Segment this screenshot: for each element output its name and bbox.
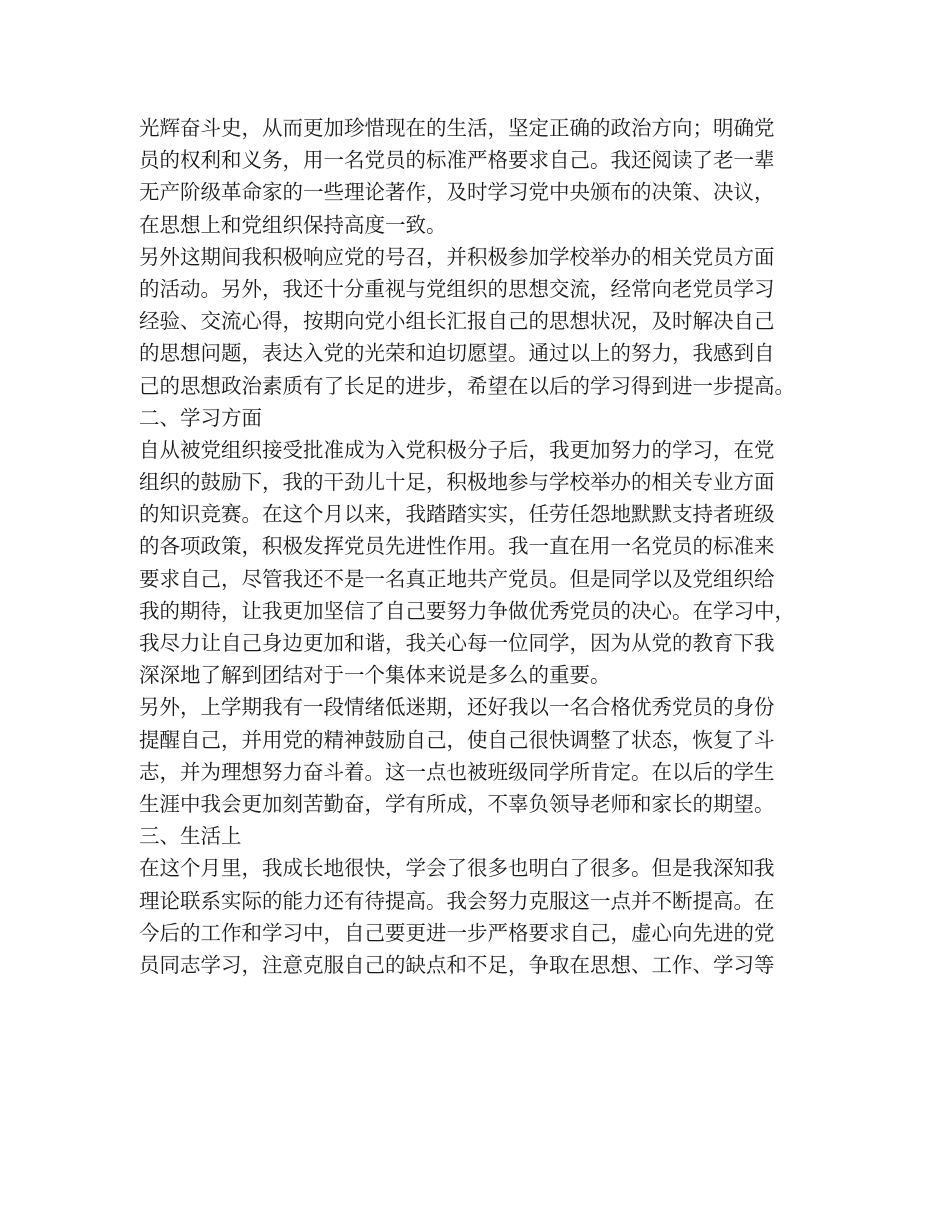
text-line: 我的期待，让我更加坚信了自己要努力争做优秀党员的决心。在学习中， bbox=[139, 598, 795, 623]
text-line: 在思想上和党组织保持高度一致。 bbox=[139, 212, 447, 237]
text-line: 要求自己，尽管我还不是一名真正地共产党员。但是同学以及党组织给 bbox=[139, 566, 775, 591]
text-line: 另外，上学期我有一段情绪低迷期，还好我以一名合格优秀党员的身份 bbox=[139, 695, 775, 720]
section-heading: 三、生活上 bbox=[139, 824, 242, 849]
text-line: 的思想问题，表达入党的光荣和迫切愿望。通过以上的努力，我感到自 bbox=[139, 341, 775, 366]
text-line: 无产阶级革命家的一些理论著作，及时学习党中央颁布的决策、决议， bbox=[139, 180, 775, 205]
text-line: 的各项政策，积极发挥党员先进性作用。我一直在用一名党员的标准来 bbox=[139, 534, 775, 559]
text-line: 生涯中我会更加刻苦勤奋，学有所成，不辜负领导老师和家长的期望。 bbox=[139, 791, 775, 816]
document-body bbox=[139, 112, 829, 981]
text-line: 理论联系实际的能力还有待提高。我会努力克服这一点并不断提高。在 bbox=[139, 888, 775, 913]
text-line: 员同志学习，注意克服自己的缺点和不足，争取在思想、工作、学习等 bbox=[139, 952, 775, 977]
text-line: 今后的工作和学习中，自己要更进一步严格要求自己，虚心向先进的党 bbox=[139, 920, 775, 945]
text-line: 光辉奋斗史，从而更加珍惜现在的生活，坚定正确的政治方向；明确党 bbox=[139, 116, 775, 140]
text-line: 自从被党组织接受批准成为入党积极分子后，我更加努力的学习，在党 bbox=[139, 437, 775, 462]
text-line: 经验、交流心得，按期向党小组长汇报自己的思想状况，及时解决自己 bbox=[139, 309, 775, 334]
text-line: 另外这期间我积极响应党的号召，并积极参加学校举办的相关党员方面 bbox=[139, 244, 775, 269]
text-line: 组织的鼓励下，我的干劲儿十足，积极地参与学校举办的相关专业方面 bbox=[139, 470, 775, 495]
text-line: 我尽力让自己身边更加和谐，我关心每一位同学，因为从党的教育下我 bbox=[139, 631, 775, 655]
text-line: 志，并为理想努力奋斗着。这一点也被班级同学所肯定。在以后的学生 bbox=[139, 759, 775, 784]
section-heading: 二、学习方面 bbox=[139, 405, 262, 430]
text-line: 在这个月里，我成长地很快，学会了很多也明白了很多。但是我深知我 bbox=[139, 856, 775, 881]
text-line: 提醒自己，并用党的精神鼓励自己，使自己很快调整了状态，恢复了斗 bbox=[139, 727, 775, 752]
text-line: 员的权利和义务，用一名党员的标准严格要求自己。我还阅读了老一辈 bbox=[139, 148, 775, 173]
text-line: 的活动。另外，我还十分重视与党组织的思想交流，经常向老党员学习 bbox=[139, 276, 775, 301]
text-line: 己的思想政治素质有了长足的进步，希望在以后的学习得到进一步提高。 bbox=[139, 373, 795, 398]
text-line: 深深地了解到团结对于一个集体来说是多么的重要。 bbox=[139, 663, 611, 688]
text-line: 的知识竞赛。在这个月以来，我踏踏实实，任劳任怨地默默支持者班级 bbox=[139, 502, 775, 527]
